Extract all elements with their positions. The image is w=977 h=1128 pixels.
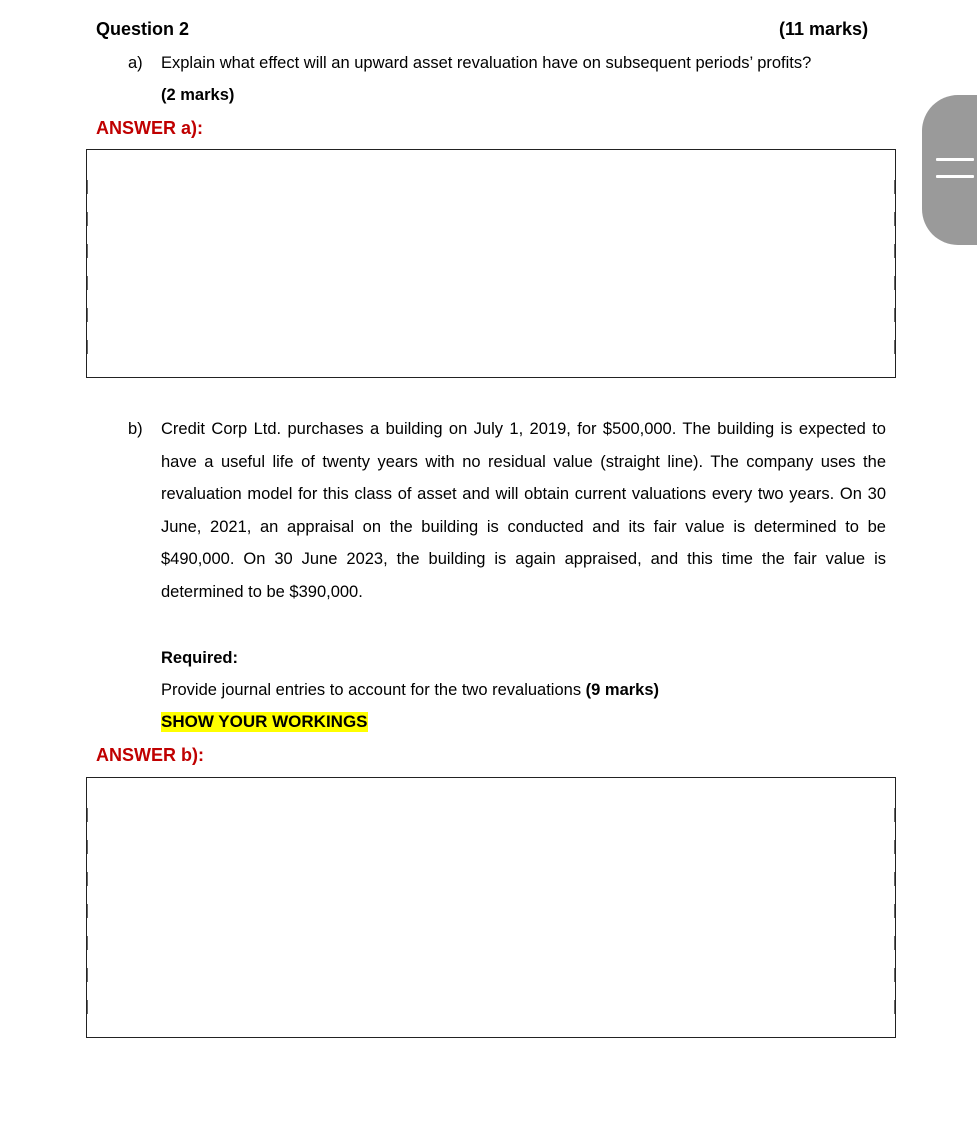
part-b-letter: b) — [128, 420, 143, 438]
part-a-marks: (2 marks) — [161, 86, 235, 104]
instruction-line — [161, 681, 659, 700]
answer-b-box[interactable] — [86, 777, 896, 1038]
answer-b-label: ANSWER b): — [96, 745, 204, 765]
show-workings-label: SHOW YOUR WORKINGS — [161, 712, 368, 731]
instruction-text: Provide journal entries to account for the two revaluations — [161, 681, 586, 699]
question-title: Question 2 — [96, 19, 190, 39]
part-a-question: Explain what effect will an upward asset revaluation have on subsequent periods’ profits? — [161, 54, 812, 72]
part-b-paragraph: Credit Corp Ltd. purchases a building on July 1, 2019, for $500,000. The building is expected to have a useful life of twenty years with no residual value (straight line). The company uses the revaluation model for this class of asset and will obtain current valuations every two years. On 30 June, 2021, an appraisal on the building is conducted and its fair value is determined to be $490,000. On 30 June 2023, the building is again appraised, and this time the fair value is determined to be $390,000. — [161, 420, 886, 601]
handle-line-icon — [936, 158, 974, 161]
drag-handle-icon[interactable] — [922, 95, 977, 245]
instruction-marks: (9 marks) — [585, 681, 660, 699]
question-marks: (11 marks) — [779, 19, 869, 39]
answer-a-label: ANSWER a): — [96, 118, 203, 138]
handle-line-icon — [936, 175, 974, 178]
part-a-letter: a) — [128, 54, 143, 72]
answer-a-box[interactable] — [86, 149, 896, 378]
required-label: Required: — [161, 649, 239, 667]
